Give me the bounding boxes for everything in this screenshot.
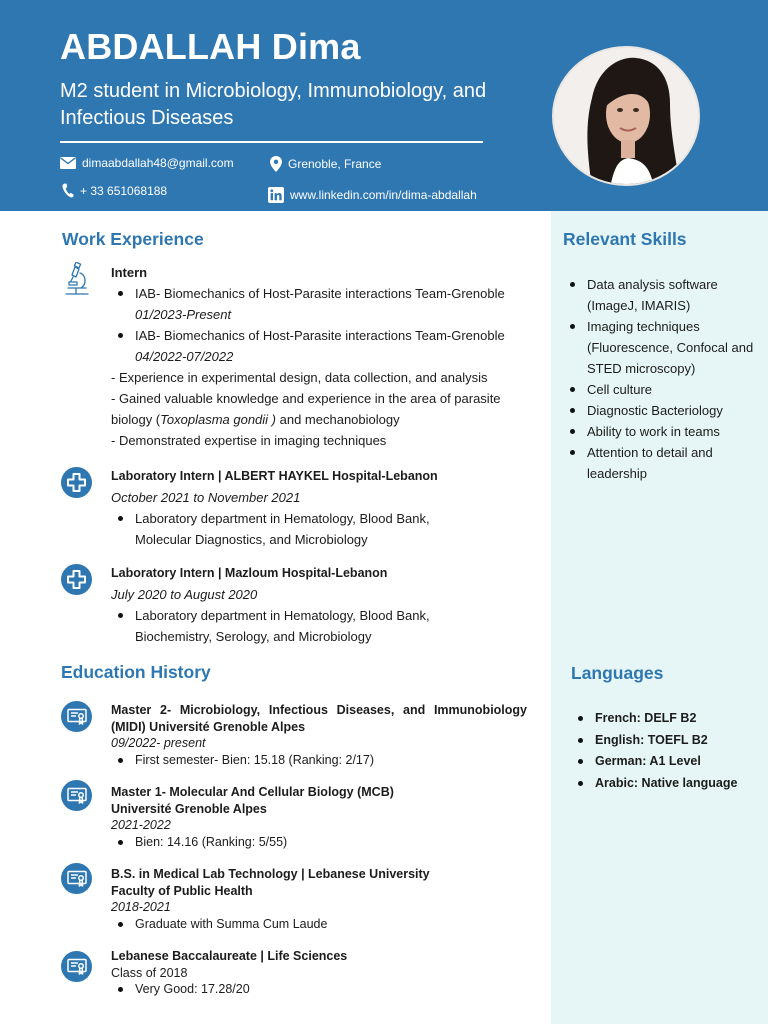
education-title: Master 1- Molecular And Cellular Biology (MCB) bbox=[111, 785, 394, 799]
education-title: Lebanese Baccalaureate | Life Sciences bbox=[111, 949, 348, 963]
certificate-icon bbox=[61, 863, 92, 894]
education-dates: 09/2022- present bbox=[111, 736, 206, 750]
candidate-subtitle: M2 student in Microbiology, Immunobiology, and Infectious Diseases bbox=[60, 80, 487, 129]
microscope-icon bbox=[62, 262, 92, 303]
intern-detail bbox=[111, 388, 531, 430]
education-dates: 2018-2021 bbox=[111, 900, 171, 914]
species-name: Toxoplasma gondii ) bbox=[160, 412, 277, 427]
certificate-icon bbox=[61, 951, 92, 982]
location-text: Grenoble, France bbox=[288, 157, 382, 171]
header-banner bbox=[0, 0, 768, 211]
header-divider bbox=[60, 141, 483, 143]
education-bullet: First semester- Bien: 15.18 (Ranking: 2/17) bbox=[111, 752, 527, 769]
phone-icon bbox=[62, 183, 74, 198]
email-link[interactable]: dimaabdallah48@gmail.com bbox=[82, 156, 234, 170]
education-entry bbox=[111, 702, 527, 768]
skill-item: Data analysis software (ImageJ, IMARIS) bbox=[563, 274, 763, 316]
hospital-cross-icon bbox=[61, 564, 92, 595]
intern-detail: - Demonstrated expertise in imaging techniques bbox=[111, 433, 387, 448]
job-title: Laboratory Intern | ALBERT HAYKEL Hospital-Lebanon bbox=[111, 469, 438, 483]
profile-photo bbox=[552, 46, 700, 186]
contact-location bbox=[270, 156, 381, 172]
job-bullet: Laboratory department in Hematology, Blood Bank, Molecular Diagnostics, and Microbiology bbox=[111, 508, 451, 550]
job-entry bbox=[111, 563, 531, 647]
education-entry bbox=[111, 784, 527, 850]
contact-email[interactable] bbox=[60, 156, 234, 170]
job-entry bbox=[111, 466, 531, 550]
education-bullets bbox=[111, 752, 527, 769]
phone-text: + 33 651068188 bbox=[80, 183, 168, 198]
education-dates: 2021-2022 bbox=[111, 818, 171, 832]
education-class: Class of 2018 bbox=[111, 965, 188, 980]
intern-experience bbox=[111, 262, 531, 451]
job-dates: July 2020 to August 2020 bbox=[111, 587, 258, 602]
position-item bbox=[111, 283, 531, 325]
certificate-icon bbox=[61, 780, 92, 811]
intern-detail-text: - Gained valuable knowledge and experience in the area of parasite biology ( bbox=[111, 391, 501, 427]
linkedin-link[interactable]: www.linkedin.com/in/dima-abdallah bbox=[290, 188, 477, 202]
education-bullets bbox=[111, 981, 527, 998]
education-bullet: Bien: 14.16 (Ranking: 5/55) bbox=[111, 834, 527, 851]
position-dates: 01/2023-Present bbox=[135, 307, 232, 322]
work-heading: Work Experience bbox=[62, 229, 204, 249]
education-institution: Université Grenoble Alpes bbox=[111, 801, 267, 816]
skill-item: Cell culture bbox=[563, 379, 763, 400]
intern-detail-text: and mechanobiology bbox=[276, 412, 400, 427]
education-title: B.S. in Medical Lab Technology | Lebanese University bbox=[111, 867, 430, 881]
language-item: English: TOEFL B2 bbox=[571, 730, 761, 752]
position-text: IAB- Biomechanics of Host-Parasite interactions Team-Grenoble bbox=[135, 286, 505, 301]
skills-list bbox=[563, 274, 763, 484]
skill-item: Imaging techniques (Fluorescence, Confocal and STED microscopy) bbox=[563, 316, 763, 379]
intern-role: Intern bbox=[111, 265, 148, 280]
intern-detail: - Experience in experimental design, data collection, and analysis bbox=[111, 370, 488, 385]
education-bullet: Very Good: 17.28/20 bbox=[111, 981, 527, 998]
position-item bbox=[111, 325, 531, 367]
skill-item: Diagnostic Bacteriology bbox=[563, 400, 763, 421]
job-title: Laboratory Intern | Mazloum Hospital-Lebanon bbox=[111, 566, 388, 580]
linkedin-icon bbox=[268, 187, 284, 203]
contact-phone[interactable] bbox=[62, 183, 167, 198]
candidate-name: ABDALLAH Dima bbox=[60, 26, 361, 67]
skills-heading: Relevant Skills bbox=[563, 229, 687, 249]
education-entry bbox=[111, 866, 527, 932]
education-bullets bbox=[111, 834, 527, 851]
job-bullets bbox=[111, 605, 531, 647]
skill-item: Attention to detail and leadership bbox=[563, 442, 763, 484]
language-item: French: DELF B2 bbox=[571, 708, 761, 730]
skill-item: Ability to work in teams bbox=[563, 421, 763, 442]
intern-positions bbox=[111, 283, 531, 367]
education-title: Master 2- Microbiology, Infectious Diseases, and Immunobiology (MIDI) Université Grenoble Alpes bbox=[111, 703, 527, 734]
position-dates: 04/2022-07/2022 bbox=[135, 349, 234, 364]
contact-linkedin[interactable] bbox=[268, 187, 477, 203]
hospital-cross-icon bbox=[61, 467, 92, 498]
job-dates: October 2021 to November 2021 bbox=[111, 490, 301, 505]
education-heading: Education History bbox=[61, 662, 211, 682]
job-bullets bbox=[111, 508, 531, 550]
languages-list bbox=[571, 708, 761, 794]
location-pin-icon bbox=[270, 156, 282, 172]
education-entry bbox=[111, 948, 527, 998]
portrait-image bbox=[554, 48, 700, 186]
languages-heading: Languages bbox=[571, 663, 664, 683]
position-text: IAB- Biomechanics of Host-Parasite interactions Team-Grenoble bbox=[135, 328, 505, 343]
job-bullet: Laboratory department in Hematology, Blood Bank, Biochemistry, Serology, and Microbiology bbox=[111, 605, 451, 647]
certificate-icon bbox=[61, 701, 92, 732]
education-institution: Faculty of Public Health bbox=[111, 883, 253, 898]
language-item: German: A1 Level bbox=[571, 751, 761, 773]
language-item: Arabic: Native language bbox=[571, 773, 761, 795]
education-bullet: Graduate with Summa Cum Laude bbox=[111, 916, 527, 933]
education-bullets bbox=[111, 916, 527, 933]
envelope-icon bbox=[60, 157, 76, 169]
